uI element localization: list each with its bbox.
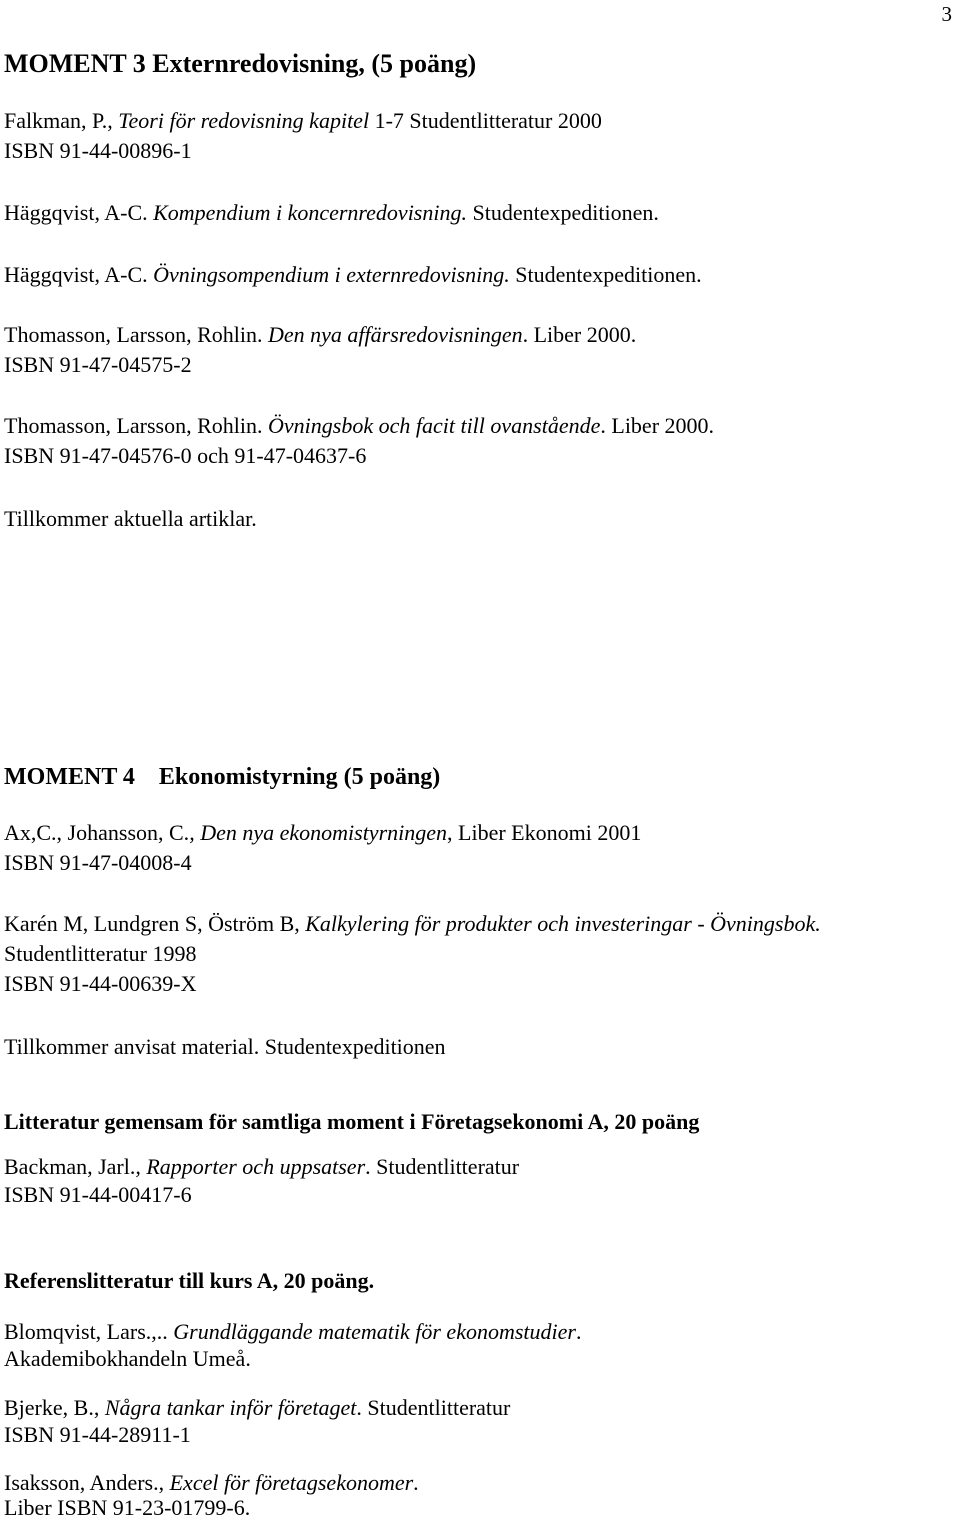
ref-details: . Liber 2000. <box>522 322 637 347</box>
ref-isbn: ISBN 91-47-04575-2 <box>4 352 192 377</box>
moment4-heading-number: MOMENT 4 <box>4 764 135 790</box>
ref-author: Thomasson, Larsson, Rohlin. <box>4 322 268 347</box>
ref-isbn: ISBN 91-44-00896-1 <box>4 138 192 163</box>
ref-details: . Studentlitteratur <box>356 1395 511 1420</box>
ref-bjerke <box>4 1394 510 1448</box>
ref-author: Karén M, Lundgren S, Öström B, <box>4 911 306 936</box>
ref-author: Ax,C., Johansson, C. <box>4 820 190 845</box>
ref-details: , Liber Ekonomi 2001 <box>447 820 642 845</box>
ref-title: Teori för redovisning kapitel <box>118 108 370 133</box>
ref-title: , Rapporter och uppsatser <box>135 1154 366 1179</box>
moment4-heading <box>4 762 440 792</box>
ref-title: Kompendium i koncernredovisning. <box>153 200 467 225</box>
ref-title: Den nya affärsredovisningen <box>268 322 523 347</box>
ref-publisher: Akademibokhandeln Umeå. <box>4 1346 251 1371</box>
ref-author: Backman, Jarl. <box>4 1154 136 1179</box>
ref-thomasson-affarsredovisning <box>4 320 636 380</box>
ref-falkman <box>4 106 602 166</box>
ref-details: Studentexpeditionen. <box>466 200 659 225</box>
ref-title: Några tankar inför företaget <box>104 1395 357 1420</box>
ref-author: Häggqvist, A-C. <box>4 200 154 225</box>
ref-details: . <box>413 1470 419 1495</box>
common-literature-heading: Litteratur gemensam för samtliga moment i Företagsekonomi A, 20 poäng <box>4 1109 700 1134</box>
moment4-note: Tillkommer anvisat material. Studentexpeditionen <box>4 1034 446 1059</box>
ref-isbn: ISBN 91-47-04008-4 <box>4 850 192 875</box>
ref-thomasson-ovningsbok <box>4 411 714 471</box>
ref-publisher: Liber ISBN 91-23-01799-6. <box>4 1495 251 1520</box>
ref-title: Kalkylering för produkter och investeringar - Övningsbok. <box>305 911 821 936</box>
ref-ax-johansson <box>4 818 641 878</box>
ref-details: . Liber 2000. <box>600 413 715 438</box>
ref-author: Thomasson, Larsson, Rohlin. <box>4 413 268 438</box>
ref-author: Falkman, P., <box>4 108 119 133</box>
ref-title: , Den nya ekonomistyrningen <box>189 820 448 845</box>
ref-title: Grundläggande matematik för ekonomstudier <box>173 1319 576 1344</box>
ref-isbn: ISBN 91-44-00417-6 <box>4 1182 192 1207</box>
ref-isbn: ISBN 91-47-04576-0 och 91-47-04637-6 <box>4 443 367 468</box>
ref-details: 1-7 Studentlitteratur 2000 <box>369 108 602 133</box>
moment3-note: Tillkommer aktuella artiklar. <box>4 506 257 531</box>
ref-isbn: ISBN 91-44-28911-1 <box>4 1422 191 1447</box>
moment4-heading-title: Ekonomistyrning (5 poäng) <box>158 764 441 790</box>
ref-details: . Studentlitteratur <box>365 1154 520 1179</box>
ref-haggqvist-kompendium <box>4 198 659 228</box>
ref-details: . <box>575 1319 582 1344</box>
ref-isaksson <box>4 1470 419 1520</box>
ref-author: Bjerke, B., <box>4 1395 105 1420</box>
ref-haggqvist-ovning <box>4 260 702 290</box>
ref-author: Häggqvist, A-C. <box>4 262 154 287</box>
page-number: 3 <box>941 2 952 26</box>
ref-details: Studentexpeditionen. <box>509 262 702 287</box>
moment3-heading: MOMENT 3 Externredovisning, (5 poäng) <box>4 49 477 78</box>
ref-author: Isaksson, Anders., <box>4 1470 170 1495</box>
reference-literature-heading: Referenslitteratur till kurs A, 20 poäng. <box>4 1268 375 1293</box>
ref-karen <box>4 909 821 999</box>
ref-title: Excel för företagsekonomer <box>169 1470 414 1495</box>
ref-backman <box>4 1153 519 1209</box>
ref-publisher: Studentlitteratur 1998 <box>4 941 197 966</box>
ref-blomqvist <box>4 1318 581 1372</box>
ref-title: Övningsbok och facit till ovanstående <box>268 413 601 438</box>
ref-title: Övningsompendium i externredovisning. <box>153 262 510 287</box>
ref-author: Blomqvist, Lars.,.. <box>4 1319 174 1344</box>
ref-isbn: ISBN 91-44-00639-X <box>4 971 197 996</box>
